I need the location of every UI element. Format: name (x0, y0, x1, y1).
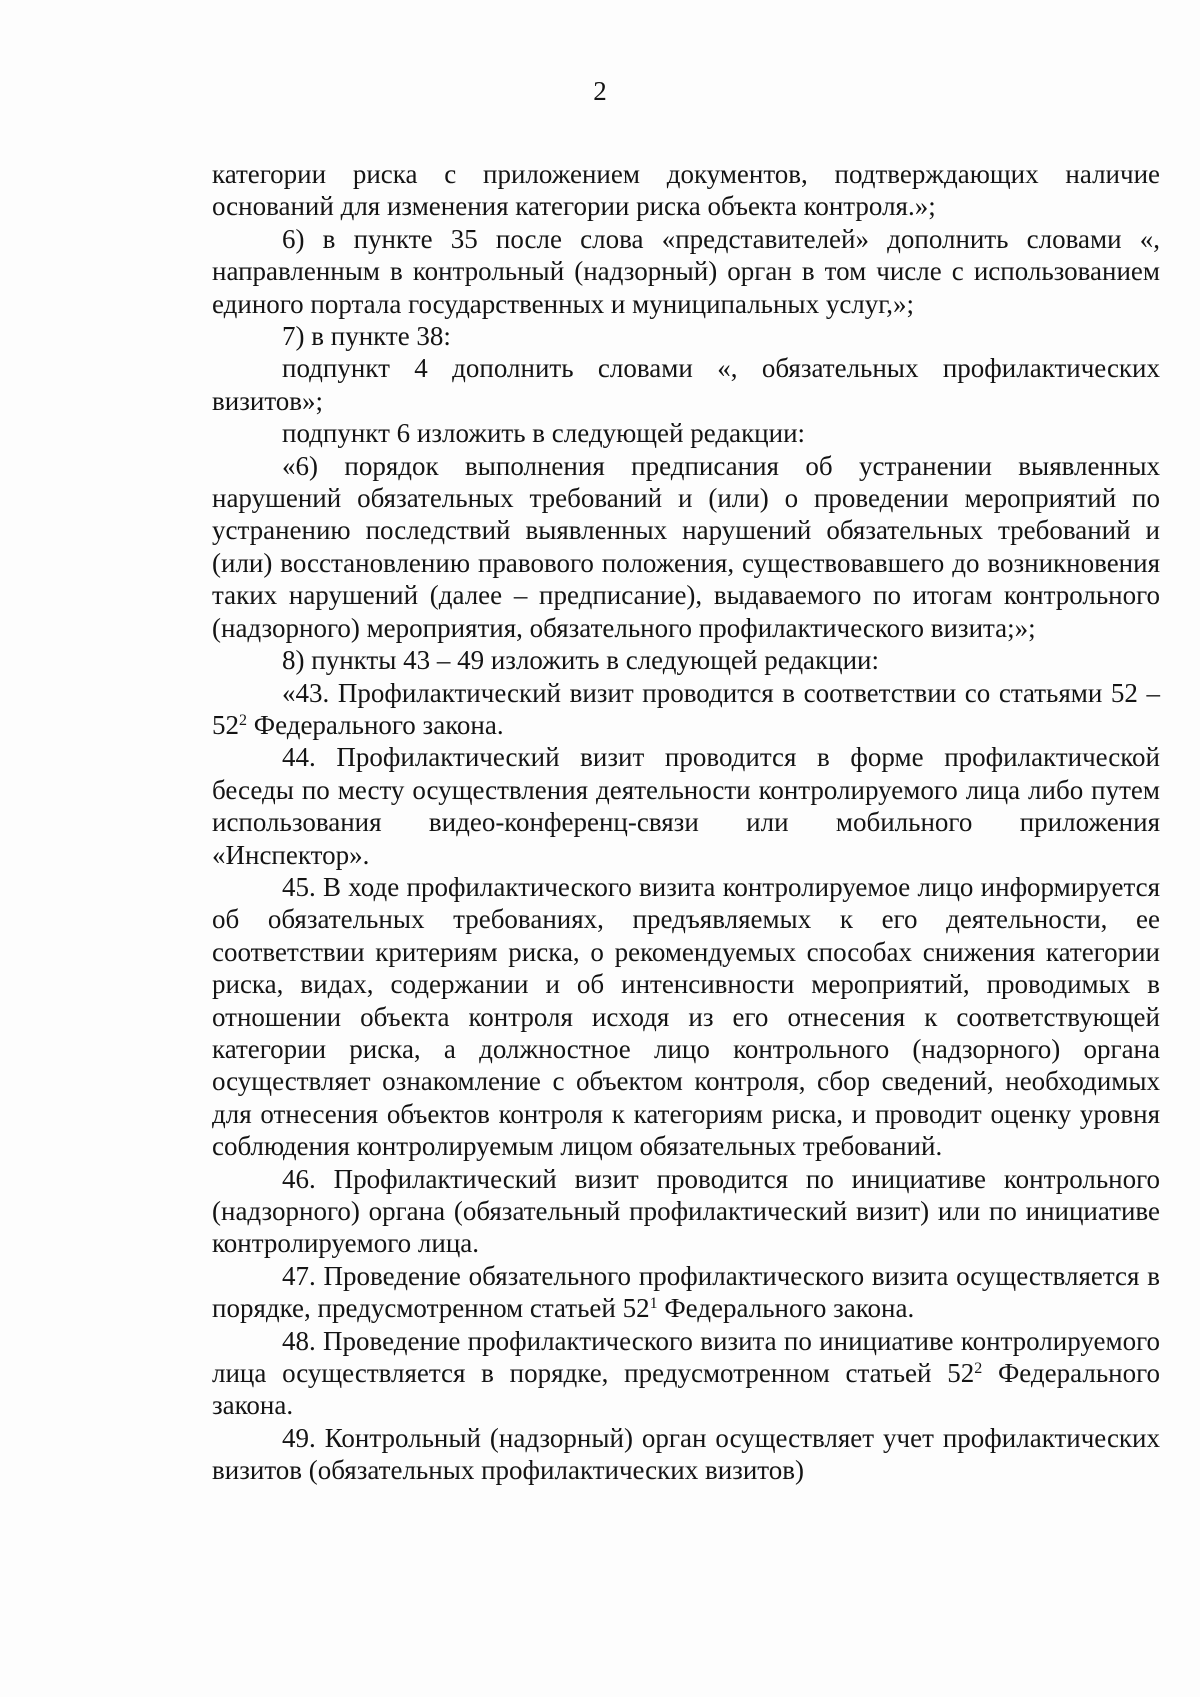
paragraph-4: подпункт 4 дополнить словами «, обязательных профилактических визитов»; (212, 353, 1160, 416)
paragraph-10: 45. В ходе профилактического визита контролируемое лицо информируется об обязательных требованиях, предъявляемых к его деятельности, ее соответствии критериям риска, о рекомендуемых способах снижения категории риска, видах, содержании и об интенсивности мероприятий, проводимых в отношении объекта контроля исходя из его отнесения к соответствующей категории риска, а должностное лицо контрольного (надзорного) органа осуществляет ознакомление с объектом контроля, сбор сведений, необходимых для отнесения объектов контроля к категориям риска, и проводит оценку уровня соблюдения контролируемым лицом обязательных требований. (212, 871, 1160, 1162)
paragraph-5: подпункт 6 изложить в следующей редакции: (282, 418, 806, 449)
paragraph-11: 46. Профилактический визит проводится по инициативе контрольного (надзорного) органа (обязательный профилактический визит) или по инициативе контролируемого лица. (212, 1163, 1160, 1259)
superscript: 1 (649, 1295, 658, 1313)
paragraph-text: 48. Проведение профилактического визита по инициативе контролируемого лица осуществляется в порядке, предусмотренном статьей 52 (212, 1325, 1160, 1389)
superscript: 2 (974, 1360, 983, 1378)
paragraph-text: Федерального закона. (212, 1358, 1160, 1421)
paragraph-text: Федерального закона. (247, 709, 504, 740)
paragraph-7: 8) пункты 43 – 49 изложить в следующей редакции: (282, 645, 880, 676)
paragraph-13 (212, 1325, 1160, 1422)
paragraph-12 (212, 1260, 1160, 1325)
paragraph-9: 44. Профилактический визит проводится в форме профилактической беседы по месту осуществления деятельности контролируемого лица либо путем использования видео-конференц-связи или мобильного приложения «Инспектор». (212, 742, 1160, 870)
superscript: 2 (239, 712, 247, 730)
document-body (212, 158, 1160, 1487)
page-number: 2 (593, 76, 607, 106)
paragraph-8 (212, 677, 1160, 742)
paragraph-text: «43. Профилактический визит проводится в соответствии со статьями 52 – 52 (212, 677, 1160, 740)
paragraph-14: 49. Контрольный (надзорный) орган осуществляет учет профилактических визитов (обязательных профилактических визитов) (212, 1422, 1160, 1486)
paragraph-text: Федерального закона. (657, 1293, 915, 1324)
paragraph-3: 7) в пункте 38: (282, 321, 451, 352)
paragraph-text: 47. Проведение обязательного профилактического визита осуществляется в порядке, предусмотренном статьей 52 (212, 1260, 1160, 1324)
paragraph-2: 6) в пункте 35 после слова «представителей» дополнить словами «, направленным в контрольный (надзорный) орган в том числе с использованием единого портала государственных и муниципальных услуг,»; (212, 223, 1160, 319)
paragraph-6: «6) порядок выполнения предписания об устранении выявленных нарушений обязательных требований и (или) о проведении мероприятий по устранению последствий выявленных нарушений обязательных требований и (или) восстановлению правового положения, существовавшего до возникновения таких нарушений (далее – предписание), выдаваемого по итогам контрольного (надзорного) мероприятия, обязательного профилактического визита;»; (212, 450, 1160, 643)
paragraph-1: категории риска с приложением документов, подтверждающих наличие оснований для изменения категории риска объекта контроля.»; (212, 159, 1160, 222)
